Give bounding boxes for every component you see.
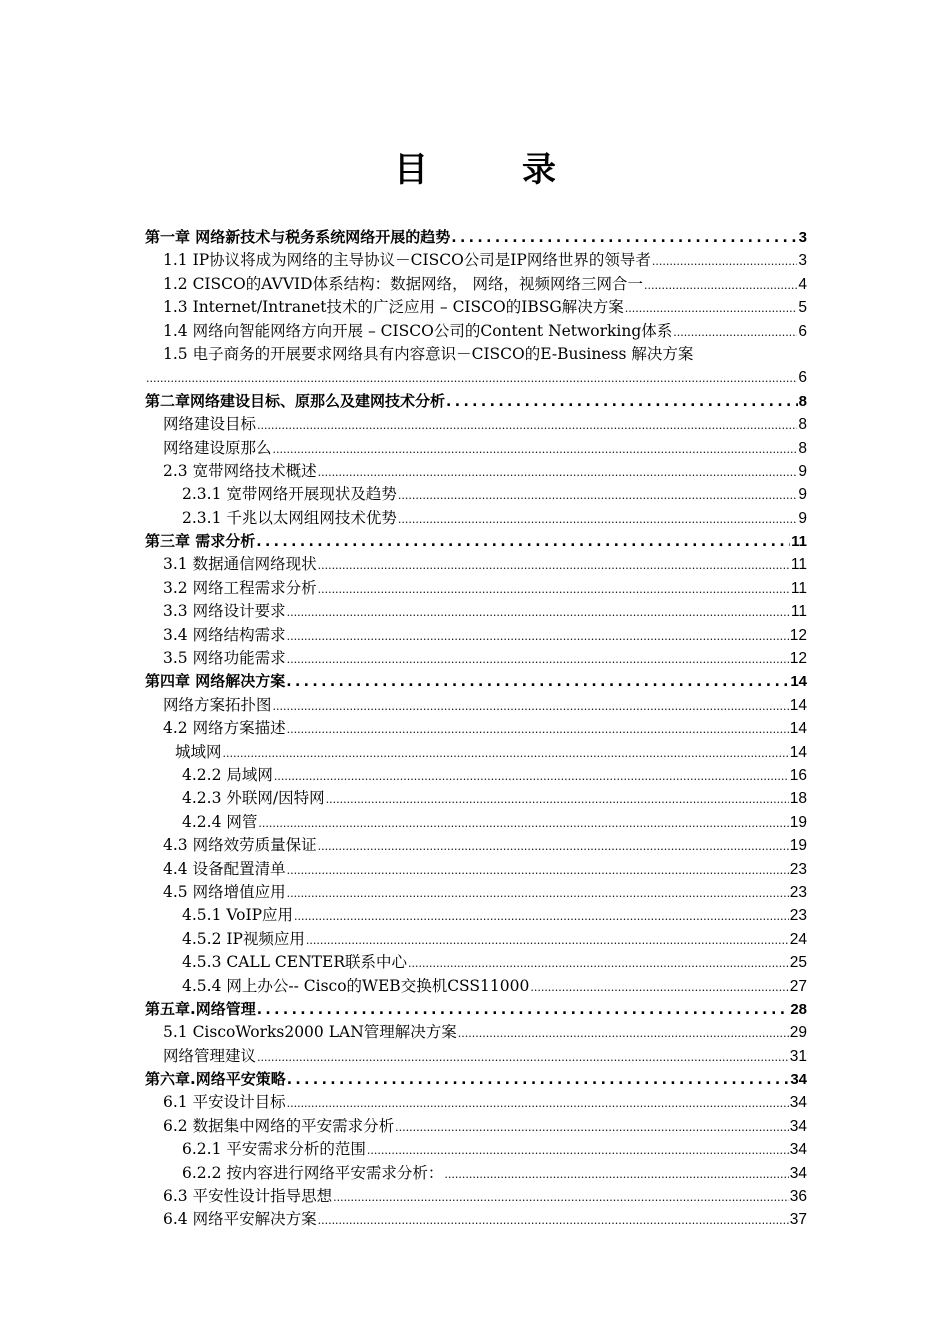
toc-entry[interactable] <box>145 928 807 951</box>
toc-entry-label: 4.2.2 局域网 <box>182 765 273 784</box>
toc-entry[interactable] <box>145 647 807 670</box>
toc-entry[interactable] <box>145 764 807 787</box>
toc-entry[interactable] <box>145 600 807 623</box>
toc-title: 目 录 <box>394 150 586 190</box>
toc-entry-label: 4.5.3 CALL CENTER联系中心 <box>182 953 407 972</box>
toc-page-number: 9 <box>798 486 807 504</box>
toc-entry-label: 3.4 网络结构需求 <box>163 625 286 644</box>
toc-dot-leader <box>326 788 789 810</box>
toc-entry-label: 4.5.1 VoIP应用 <box>182 906 294 925</box>
toc-dot-leader <box>287 625 789 647</box>
toc-page-number: 34 <box>789 1141 807 1159</box>
toc-dot-leader <box>287 1092 789 1114</box>
toc-entry-label: 6.2.1 平安需求分析的范围 <box>182 1140 366 1159</box>
toc-dot-leader <box>256 531 790 553</box>
toc-page-number: 6 <box>798 369 807 387</box>
toc-page-number: 11 <box>790 603 807 621</box>
table-of-contents <box>145 226 807 1232</box>
toc-dot-leader <box>318 1209 789 1231</box>
toc-entry-label: 网络建设目标 <box>163 415 257 434</box>
toc-page-number: 36 <box>789 1188 807 1206</box>
toc-entry-label: 第三章 需求分析 <box>145 532 256 551</box>
toc-entry-label: 5.1 CiscoWorks2000 LAN管理解决方案 <box>163 1023 457 1042</box>
toc-entry[interactable] <box>145 249 807 272</box>
toc-page-number: 19 <box>789 813 807 831</box>
toc-entry[interactable] <box>145 320 807 343</box>
toc-dot-leader <box>287 1069 790 1091</box>
toc-page-number: 31 <box>789 1047 807 1065</box>
toc-page-number: 29 <box>789 1024 807 1042</box>
toc-dot-leader <box>446 391 798 413</box>
toc-page-number: 34 <box>789 1094 807 1112</box>
toc-entry[interactable] <box>145 694 807 717</box>
toc-entry[interactable] <box>145 343 807 366</box>
toc-page-number: 11 <box>791 533 807 551</box>
toc-dot-leader <box>398 508 798 530</box>
toc-entry-label: 第二章网络建设目标、原那么及建网技术分析 <box>145 391 446 410</box>
toc-dot-leader <box>652 250 798 272</box>
toc-dot-leader <box>644 274 797 296</box>
toc-dot-leader <box>287 718 789 740</box>
toc-dot-leader <box>458 1022 789 1044</box>
toc-entry-label: 4.2.4 网管 <box>182 812 258 831</box>
toc-entry[interactable] <box>145 530 807 553</box>
toc-dot-leader <box>408 952 789 974</box>
toc-entry-label: 4.5 网络增值应用 <box>163 882 286 901</box>
toc-dot-leader <box>395 1116 789 1138</box>
toc-dot-leader <box>451 227 797 249</box>
toc-page-number: 19 <box>789 837 807 855</box>
toc-dot-leader <box>306 929 789 951</box>
toc-page-number: 25 <box>789 954 807 972</box>
toc-page-number: 23 <box>789 860 807 878</box>
toc-entry[interactable] <box>145 904 807 927</box>
toc-entry[interactable] <box>145 1115 807 1138</box>
toc-entry[interactable] <box>145 1162 807 1185</box>
toc-entry-label: 4.5.2 IP视频应用 <box>182 929 305 948</box>
toc-entry-label: 城域网 <box>175 742 222 761</box>
toc-entry[interactable] <box>145 1138 807 1161</box>
toc-entry[interactable] <box>145 951 807 974</box>
toc-entry[interactable] <box>145 1045 807 1068</box>
toc-entry[interactable] <box>145 296 807 319</box>
toc-page-number: 14 <box>789 720 807 738</box>
toc-page-number: 8 <box>798 439 807 457</box>
toc-entry[interactable] <box>145 226 807 249</box>
toc-dot-leader <box>333 1186 789 1208</box>
toc-dot-leader <box>398 484 798 506</box>
toc-entry[interactable] <box>145 577 807 600</box>
toc-dot-leader <box>146 367 797 389</box>
toc-entry[interactable] <box>145 881 807 904</box>
toc-entry-label: 4.2 网络方案描述 <box>163 719 286 738</box>
toc-entry-label: 第一章 网络新技术与税务系统网络开展的趋势 <box>145 228 451 246</box>
toc-entry[interactable] <box>145 460 807 483</box>
toc-entry-label: 1.5 电子商务的开展要求网络具有内容意识－CISCO的E-Business 解决方案 <box>163 344 694 363</box>
toc-dot-leader <box>257 414 797 436</box>
toc-entry-label: 1.2 CISCO的AVVID体系结构：数据网络， 网络，视频网络三网合一 <box>163 274 644 293</box>
toc-entry[interactable] <box>145 670 807 693</box>
toc-entry[interactable] <box>145 1068 807 1091</box>
toc-dot-leader <box>257 1046 789 1068</box>
toc-entry[interactable] <box>145 787 807 810</box>
toc-page-number: 8 <box>798 416 807 434</box>
toc-page-number: 23 <box>789 907 807 925</box>
toc-page-number: 12 <box>789 650 807 668</box>
toc-entry-label: 3.5 网络功能需求 <box>163 649 286 668</box>
toc-page-number: 34 <box>790 1071 807 1089</box>
toc-dot-leader <box>273 695 789 717</box>
toc-entry[interactable] <box>145 437 807 460</box>
toc-dot-leader <box>530 976 788 998</box>
toc-dot-leader <box>287 601 790 623</box>
toc-dot-leader <box>294 905 789 927</box>
toc-page-number: 24 <box>789 930 807 948</box>
toc-entry-label: 3.2 网络工程需求分析 <box>163 578 317 597</box>
toc-entry-label: 网络管理建议 <box>163 1046 257 1065</box>
toc-entry-label: 6.4 网络平安解决方案 <box>163 1210 317 1229</box>
toc-entry[interactable] <box>145 1208 807 1231</box>
toc-entry-label: 1.1 IP协议将成为网络的主导协议－CISCO公司是IP网络世界的领导者 <box>163 251 651 270</box>
toc-entry-label: 2.3 宽带网络技术概述 <box>163 461 317 480</box>
toc-entry[interactable] <box>145 413 807 436</box>
toc-entry[interactable] <box>145 858 807 881</box>
toc-entry[interactable] <box>145 483 807 506</box>
toc-dot-leader <box>318 554 790 576</box>
toc-dot-leader <box>273 438 798 460</box>
toc-entry-label: 6.1 平安设计目标 <box>163 1093 286 1112</box>
toc-entry[interactable] <box>145 1091 807 1114</box>
toc-entry-label: 1.3 Internet/Intranet技术的广泛应用 – CISCO的IBSG解决方案 <box>163 298 624 317</box>
toc-entry[interactable] <box>145 507 807 530</box>
toc-entry-label: 网络建设原那么 <box>163 438 272 457</box>
toc-entry[interactable] <box>145 390 807 413</box>
toc-dot-leader <box>673 321 797 343</box>
toc-dot-leader <box>318 578 790 600</box>
toc-entry[interactable] <box>145 273 807 296</box>
toc-entry-label: 3.3 网络设计要求 <box>163 602 286 621</box>
toc-dot-leader <box>444 1163 788 1185</box>
toc-dot-leader <box>318 461 798 483</box>
toc-page-number: 27 <box>789 977 807 995</box>
toc-entry[interactable] <box>145 975 807 998</box>
toc-entry[interactable] <box>145 741 807 764</box>
toc-page-number: 16 <box>789 766 807 784</box>
toc-page-number: 11 <box>790 556 807 574</box>
toc-entry-label: 网络方案拓扑图 <box>163 695 272 714</box>
toc-page-number: 37 <box>789 1211 807 1229</box>
toc-page-number: 5 <box>798 299 807 317</box>
toc-page-number: 3 <box>798 229 807 246</box>
toc-entry[interactable] <box>145 998 807 1021</box>
toc-page-number: 23 <box>789 883 807 901</box>
toc-entry-label: 3.1 数据通信网络现状 <box>163 555 317 574</box>
toc-entry[interactable] <box>145 1185 807 1208</box>
toc-dot-leader <box>257 999 790 1021</box>
toc-page-number: 12 <box>789 626 807 644</box>
toc-dot-leader <box>287 882 789 904</box>
toc-entry-label: 第五章.网络管理 <box>145 999 256 1018</box>
toc-entry-label: 第四章 网络解决方案 <box>145 672 286 691</box>
toc-page-number: 14 <box>789 696 807 714</box>
toc-dot-leader <box>625 297 798 319</box>
toc-dot-leader <box>286 671 789 693</box>
toc-dot-leader <box>287 859 789 881</box>
toc-page-number: 28 <box>790 1000 807 1018</box>
toc-page-number: 18 <box>789 790 807 808</box>
toc-entry-label: 1.4 网络向智能网络方向开展 – CISCO公司的Content Networking体系 <box>163 321 673 340</box>
toc-dot-leader <box>367 1139 789 1161</box>
toc-page-number: 11 <box>790 579 807 597</box>
toc-dot-leader <box>258 812 788 834</box>
toc-page-number: 9 <box>798 509 807 527</box>
toc-page-number: 14 <box>790 673 807 691</box>
toc-page-number: 34 <box>789 1164 807 1182</box>
toc-page-number: 34 <box>789 1117 807 1135</box>
toc-page-number: 3 <box>798 252 807 270</box>
toc-dot-leader <box>274 765 789 787</box>
toc-entry-label: 第六章.网络平安策略 <box>145 1070 286 1089</box>
toc-entry[interactable] <box>145 834 807 857</box>
toc-entry[interactable] <box>145 624 807 647</box>
toc-page-number: 6 <box>798 322 807 340</box>
toc-dot-leader <box>287 648 789 670</box>
toc-entry[interactable] <box>145 366 807 389</box>
toc-page-number: 9 <box>798 462 807 480</box>
toc-entry-label: 6.3 平安性设计指导思想 <box>163 1187 333 1206</box>
toc-dot-leader <box>223 742 789 764</box>
toc-entry-label: 6.2.2 按内容进行网络平安需求分析： <box>182 1163 444 1182</box>
toc-entry[interactable] <box>145 553 807 576</box>
toc-dot-leader <box>318 835 789 857</box>
toc-entry-label: 4.5.4 网上办公-- Cisco的WEB交换机CSS11000 <box>182 976 530 995</box>
toc-page-number: 4 <box>798 275 807 293</box>
toc-entry[interactable] <box>145 811 807 834</box>
toc-entry[interactable] <box>145 717 807 740</box>
toc-entry-label: 6.2 数据集中网络的平安需求分析 <box>163 1116 395 1135</box>
toc-entry-label: 4.2.3 外联网/因特网 <box>182 789 325 808</box>
toc-entry-label: 4.4 设备配置清单 <box>163 859 286 878</box>
toc-entry-label: 4.3 网络效劳质量保证 <box>163 836 317 855</box>
toc-entry-label: 2.3.1 宽带网络开展现状及趋势 <box>182 485 397 504</box>
toc-entry-label: 2.3.1 千兆以太网组网技术优势 <box>182 508 397 527</box>
toc-entry[interactable] <box>145 1021 807 1044</box>
toc-page-number: 14 <box>789 743 807 761</box>
toc-page-number: 8 <box>798 392 807 410</box>
